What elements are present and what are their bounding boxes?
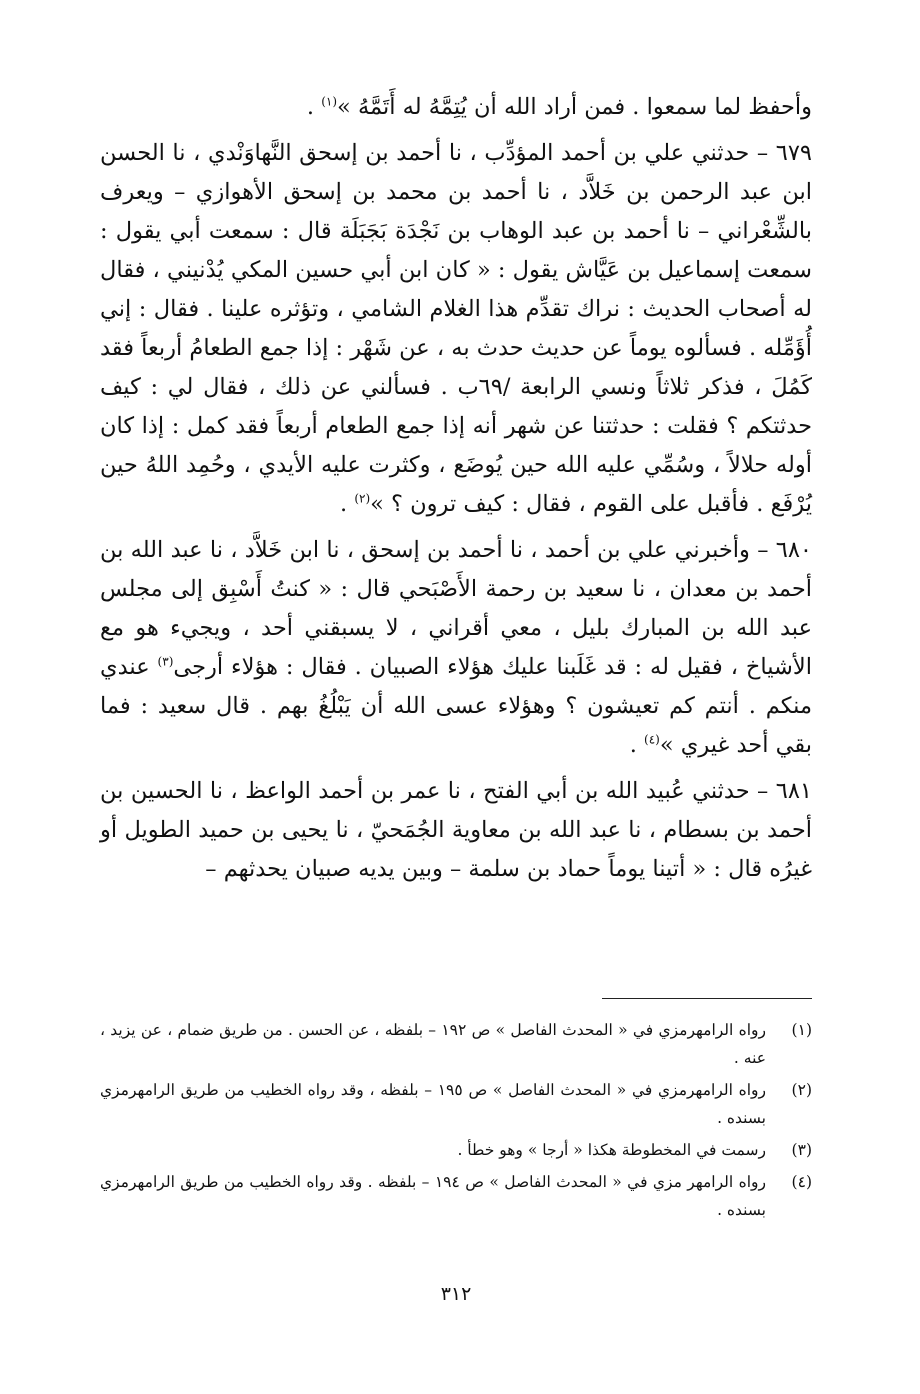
footnote-text: رسمت في المخطوطة هكذا « أرجا » وهو خطأ . — [457, 1141, 766, 1159]
footnote-reference: (٣) — [157, 654, 174, 669]
footnote-text: رواه الرامهر مزي في « المحدث الفاصل » ص ١٩٤ – بلفظه . وقد رواه الخطيب من طريق الرامهرمزي بسنده . — [100, 1173, 766, 1219]
footnote-2 — [100, 1076, 812, 1132]
footnote-text: رواه الرامهرمزي في « المحدث الفاصل » ص ١٩٥ – بلفظه ، وقد رواه الخطيب من طريق الرامهرمزي بسنده . — [100, 1081, 767, 1127]
footnote-number: (٤) — [791, 1173, 812, 1191]
footnote-number: (١) — [791, 1021, 812, 1039]
footnote-3 — [100, 1136, 812, 1164]
footnote-1 — [100, 1016, 812, 1072]
page-number: ٣١٢ — [440, 1283, 472, 1305]
footnote-divider — [602, 998, 812, 999]
main-text — [100, 88, 812, 889]
paragraph-text: ٦٧٩ – حدثني علي بن أحمد المؤدِّب ، نا أحمد بن إسحق النَّهاوَنْدي ، نا الحسن ابن عبد الرحمن بن خَلاَّد ، نا أحمد بن محمد بن إسحق الأهوازي – ويعرف بالشِّعْراني – نا أحمد بن عبد الوهاب بن نَجْدَة بَجَبَلَة قال : سمعت أبي يقول : سمعت إسماعيل بن عَيَّاش يقول : « كان ابن أبي حسين المكي يُدْنيني ، فقال له أصحاب الحديث : نراك تقدِّم هذا الغلام الشامي ، وتؤثره علينا . فقال : إني أُؤَمِّله . فسألوه يوماً عن حديث حدث به ، عن شَهْر : إذا جمع الطعامُ أربعاً فقد كَمُلَ ، فذكر ثلاثاً ونسي الرابعة /٦٩ب . فسألني عن ذلك ، فقال لي : كيف حدثتكم ؟ فقلت : حدثتنا عن شهر أنه إذا جمع الطعام أربعاً فقد كمل : إذا كان أوله حلالاً ، وسُمِّي عليه الله حين يُوضَع ، وكثرت عليه الأيدي ، وحُمِد اللهُ حين يُرْفَع . فأقبل على القوم ، فقال : كيف ترون ؟ » — [100, 140, 813, 517]
footnote-reference: (٢) — [354, 491, 371, 506]
paragraph-text: ٦٨٠ – وأخبرني علي بن أحمد ، نا أحمد بن إسحق ، نا ابن خَلاَّد ، نا عبد الله بن أحمد بن معدان ، نا سعيد بن رحمة الأَصْبَحي قال : « كنتُ أَسْبِق إلى مجلس عبد الله بن المبارك بليل ، معي أقراني ، لا يسبقني أحد ، ويجيء هو مع الأشياخ ، فقيل له : قد غَلَبنا عليك هؤلاء الصبيان . فقال : هؤلاء أرجى — [100, 537, 812, 680]
footnote-number: (٣) — [791, 1141, 812, 1159]
paragraph-end: . — [306, 94, 322, 120]
paragraph-text-continued: عندي منكم . أنتم كم تعيشون ؟ وهؤلاء عسى الله أن يَبْلُغُ بهم . قال سعيد : فما بقي أحد غيري » — [100, 654, 812, 758]
footnote-reference: (٤) — [644, 732, 660, 747]
book-page — [100, 88, 812, 1328]
paragraph-end: . — [340, 491, 355, 517]
paragraph-681 — [100, 772, 812, 889]
paragraph-continuation — [100, 88, 812, 127]
footnote-text: رواه الرامهرمزي في « المحدث الفاصل » ص ١٩٢ – بلفظه ، عن الحسن . من طريق ضمام ، عن يزيد ، عنه . — [100, 1021, 767, 1067]
paragraph-679 — [100, 134, 812, 524]
footnote-reference: (١) — [321, 94, 338, 109]
paragraph-end: . — [629, 732, 644, 758]
paragraph-text: ٦٨١ – حدثني عُبيد الله بن أبي الفتح ، نا عمر بن أحمد الواعظ ، نا الحسين بن أحمد بن بسطام ، نا عبد الله بن معاوية الجُمَحيّ ، نا يحيى بن حميد الطويل أو غيرُه قال : « أتينا يوماً حماد بن سلمة – وبين يديه صبيان يحدثهم – — [100, 778, 812, 882]
footnotes — [100, 1016, 812, 1228]
paragraph-680 — [100, 531, 812, 765]
footnote-4 — [100, 1168, 812, 1224]
paragraph-text: وأحفظ لما سمعوا . فمن أراد الله أن يُتِمَّهُ له أَتَمَّهُ » — [337, 94, 812, 120]
footnote-number: (٢) — [791, 1081, 812, 1099]
